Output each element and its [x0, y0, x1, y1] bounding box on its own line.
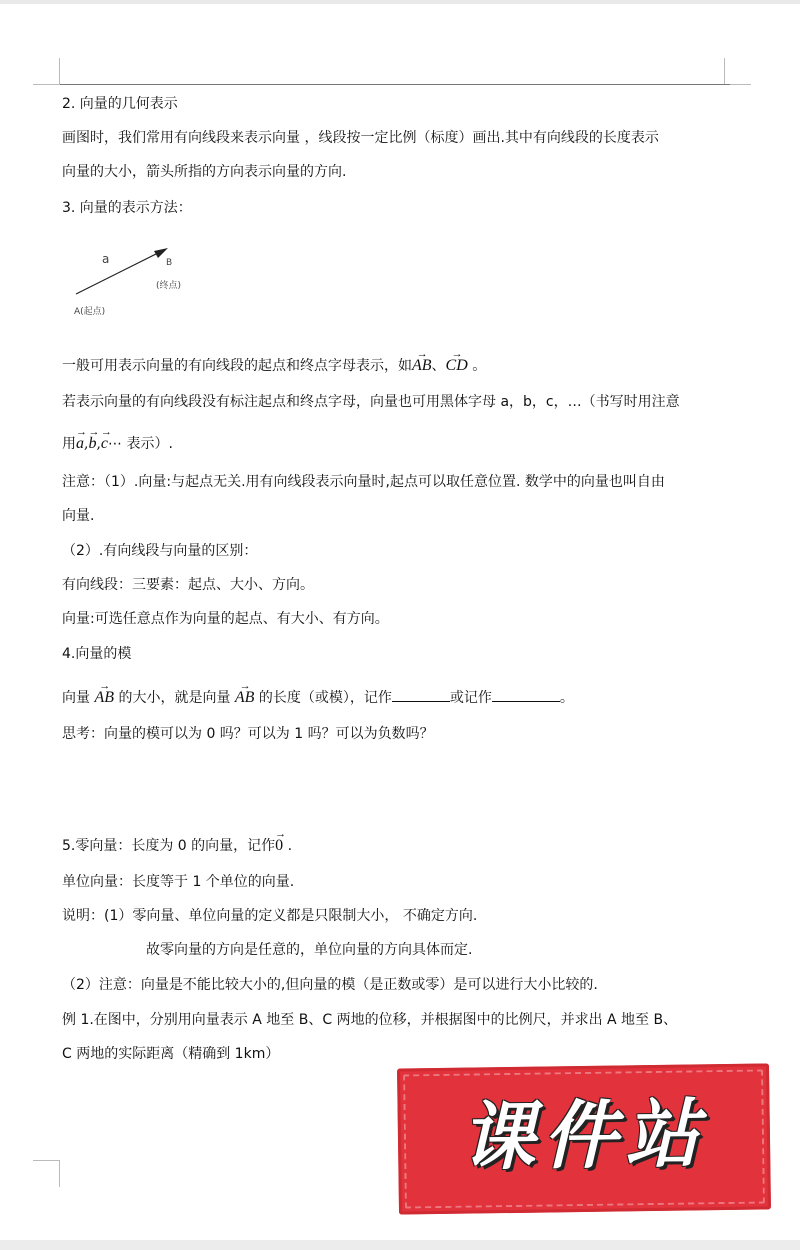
paragraph-line: 用 → a, → b, → c⋯ 表示）.	[62, 426, 173, 452]
example-1-line: 例 1.在图中，分别用向量表示 A 地至 B、C 两地的位移，并根据图中的比例尺，并求出 A 地至 B、	[62, 1012, 678, 1028]
paragraph-line: （2）.有向线段与向量的区别：	[62, 543, 258, 559]
stamp-text: 课件站	[460, 1091, 708, 1181]
vector-a	[76, 426, 86, 454]
text-run: 。	[467, 358, 487, 374]
vector-ab	[94, 680, 114, 708]
vector-symbol: b	[88, 435, 97, 452]
paragraph-line: 向量的大小，箭头所指的方向表示向量的方向.	[62, 164, 347, 180]
vector-arrow-mark: →	[416, 348, 427, 360]
vector-symbol: a	[76, 435, 84, 452]
vector-figure	[60, 238, 200, 323]
text-run: 或记作	[449, 690, 492, 706]
page-corner-mark	[724, 58, 751, 85]
vector-ab	[234, 680, 255, 708]
vector-symbol: AB	[234, 689, 255, 706]
vector-arrow-mark: →	[99, 680, 110, 692]
text-run: 一般可用表示向量的有向线段的起点和终点字母表示，如	[62, 358, 412, 374]
paragraph-line: 思考：向量的模可以为 0 吗？可以为 1 吗？可以为负数吗？	[62, 726, 434, 742]
text-run: 。	[559, 690, 574, 706]
text-run: 的大小，就是向量	[114, 690, 235, 706]
page-top-edge	[0, 0, 800, 4]
vector-arrow-mark: →	[76, 426, 86, 438]
paragraph-line: 若表示向量的有向线段没有标注起点和终点字母，向量也可用黑体字母 a，b，c，…（书写时用注意	[62, 394, 680, 410]
paragraph-line	[62, 828, 293, 856]
watermark-stamp	[397, 1063, 771, 1214]
paragraph-line: 向量.	[62, 508, 95, 524]
page-corner-mark	[33, 1160, 60, 1187]
vector-arrowhead	[154, 248, 168, 258]
vector-symbol: 0	[275, 837, 284, 854]
paragraph-line: 画图时，我们常用有向线段来表示向量 ，线段按一定比例（标度）画出.其中有向线段的长度表示	[62, 130, 659, 146]
text-run: 向量	[62, 690, 95, 706]
vector-symbol: CD	[445, 357, 468, 374]
vector-arrow-mark: →	[239, 680, 250, 692]
vector-label-end: (终点)	[156, 281, 182, 291]
text-run: 的长度（或模），记作	[254, 690, 392, 706]
text-run: 5.零向量：长度为 0 的向量，记作	[62, 838, 276, 854]
paragraph-line: 注意：（1）.向量:与起点无关.用有向线段表示向量时,起点可以取任意位置. 数学中的向量也叫自由	[62, 474, 665, 490]
vector-symbol: AB	[412, 357, 432, 374]
text-run: 、	[431, 358, 446, 374]
vector-line	[76, 252, 160, 294]
page-bottom-edge	[0, 1240, 800, 1250]
vector-arrow-mark: →	[88, 426, 99, 438]
vector-c	[100, 426, 111, 454]
paragraph-line	[62, 680, 574, 708]
vector-arrow-mark: →	[100, 426, 111, 438]
vector-ab	[412, 348, 432, 376]
paragraph-line: 有向线段：三要素：起点、大小、方向。	[62, 577, 314, 593]
page-corner-mark	[33, 58, 60, 85]
vector-arrow-mark: →	[451, 348, 462, 360]
text-run: ⋯ 表示）.	[108, 436, 173, 452]
vector-symbol: c	[100, 435, 109, 452]
section-4-heading: 4.向量的模	[62, 646, 132, 662]
paragraph-line: 单位向量：长度等于 1 个单位的向量.	[62, 874, 295, 890]
vector-symbol: AB	[94, 689, 114, 706]
paragraph-line: （2）注意：向量是不能比较大小的,但向量的模（是正数或零）是可以进行大小比较的.	[62, 977, 598, 993]
paragraph-line: 说明：(1）零向量、单位向量的定义都是只限制大小， 不确定方向.	[62, 908, 478, 924]
paragraph-line: 向量:可选任意点作为向量的起点、有大小、有方向。	[62, 611, 389, 627]
vector-cd	[445, 348, 468, 376]
text-run: .	[283, 838, 293, 854]
fill-in-blank[interactable]	[392, 687, 450, 702]
text-run: 用	[62, 436, 76, 452]
vector-b	[88, 426, 99, 454]
vector-label-start: A(起点)	[74, 307, 106, 317]
paragraph-line	[62, 348, 487, 376]
vector-label-b: B	[166, 258, 173, 268]
fill-in-blank[interactable]	[492, 687, 560, 702]
header-rule	[60, 84, 730, 85]
vector-label-a: a	[102, 252, 110, 266]
paragraph-line: 故零向量的方向是任意的，单位向量的方向具体而定.	[146, 942, 473, 958]
example-1-line: C 两地的实际距离（精确到 1km）	[62, 1046, 280, 1062]
section-3-heading: 3. 向量的表示方法：	[62, 200, 192, 216]
vector-zero	[275, 828, 286, 856]
section-2-heading: 2. 向量的几何表示	[62, 96, 178, 112]
vector-arrow-mark: →	[275, 828, 286, 840]
